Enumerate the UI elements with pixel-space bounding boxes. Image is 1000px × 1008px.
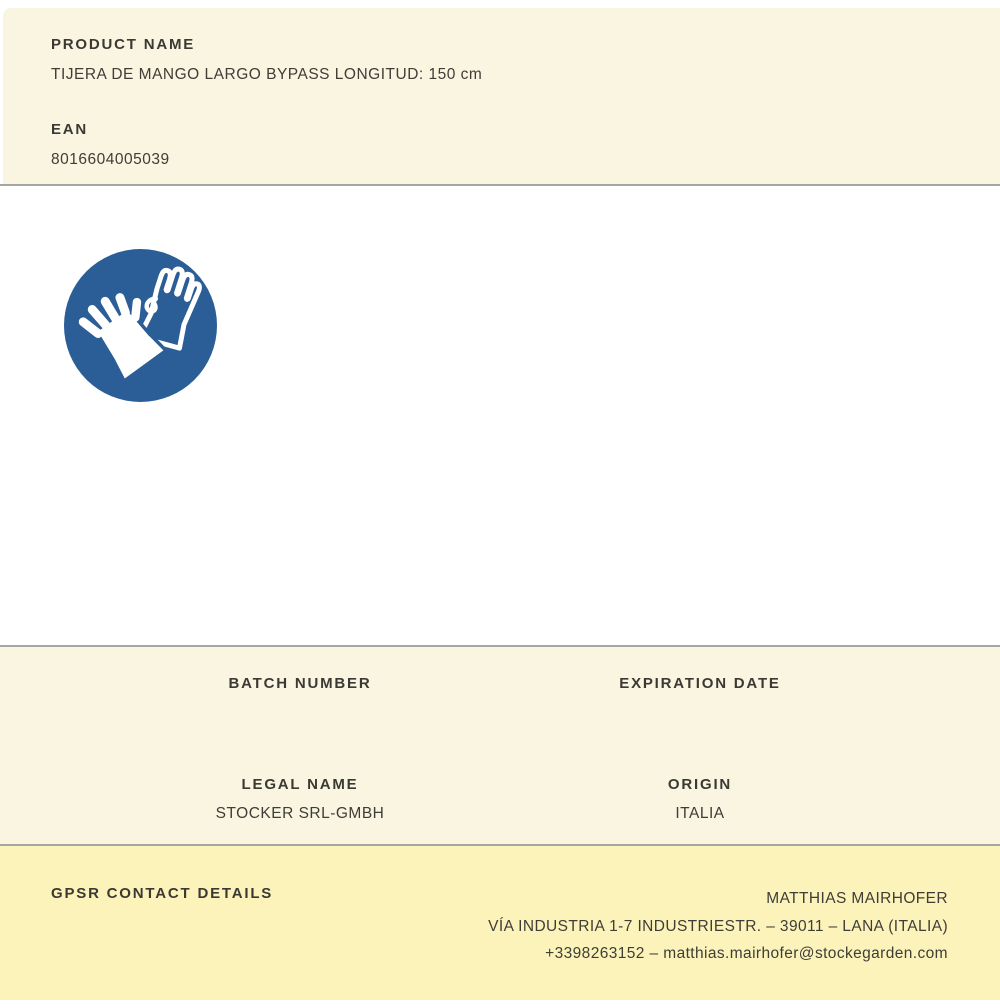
product-name-value: TIJERA DE MANGO LARGO BYPASS LONGITUD: 150 cm [51,66,483,83]
batch-expiration-row [100,675,900,704]
ean-value: 8016604005039 [51,151,170,168]
origin-cell [500,776,900,823]
origin-label: ORIGIN [667,776,733,793]
gpsr-contact-block [488,885,948,1000]
legal-name-cell [100,776,500,823]
origin-value: ITALIA [675,805,725,822]
contact-address: VÍA INDUSTRIA 1-7 INDUSTRIESTR. – 39011 – LANA (ITALIA) [488,917,948,935]
gpsr-contact-section [0,846,1000,1000]
legal-name-label: LEGAL NAME [241,776,359,793]
legal-name-value: STOCKER SRL-GMBH [215,805,385,822]
expiration-date-label: EXPIRATION DATE [619,675,781,692]
expiration-date-cell [500,675,900,704]
ean-label: EAN [51,121,89,138]
batch-number-cell [100,675,500,704]
contact-person-name: MATTHIAS MAIRHOFER [766,890,948,907]
protective-gloves-icon [63,248,218,403]
gpsr-contact-label: GPSR CONTACT DETAILS [51,885,274,902]
contact-phone-email: +3398263152 – matthias.mairhofer@stockegarden.com [545,945,948,962]
product-info-section [3,8,1000,184]
batch-number-label: BATCH NUMBER [228,675,372,692]
safety-symbol-section [0,186,1000,645]
legal-origin-row [100,776,900,823]
traceability-section [0,647,1000,844]
product-name-label: PRODUCT NAME [51,36,196,53]
